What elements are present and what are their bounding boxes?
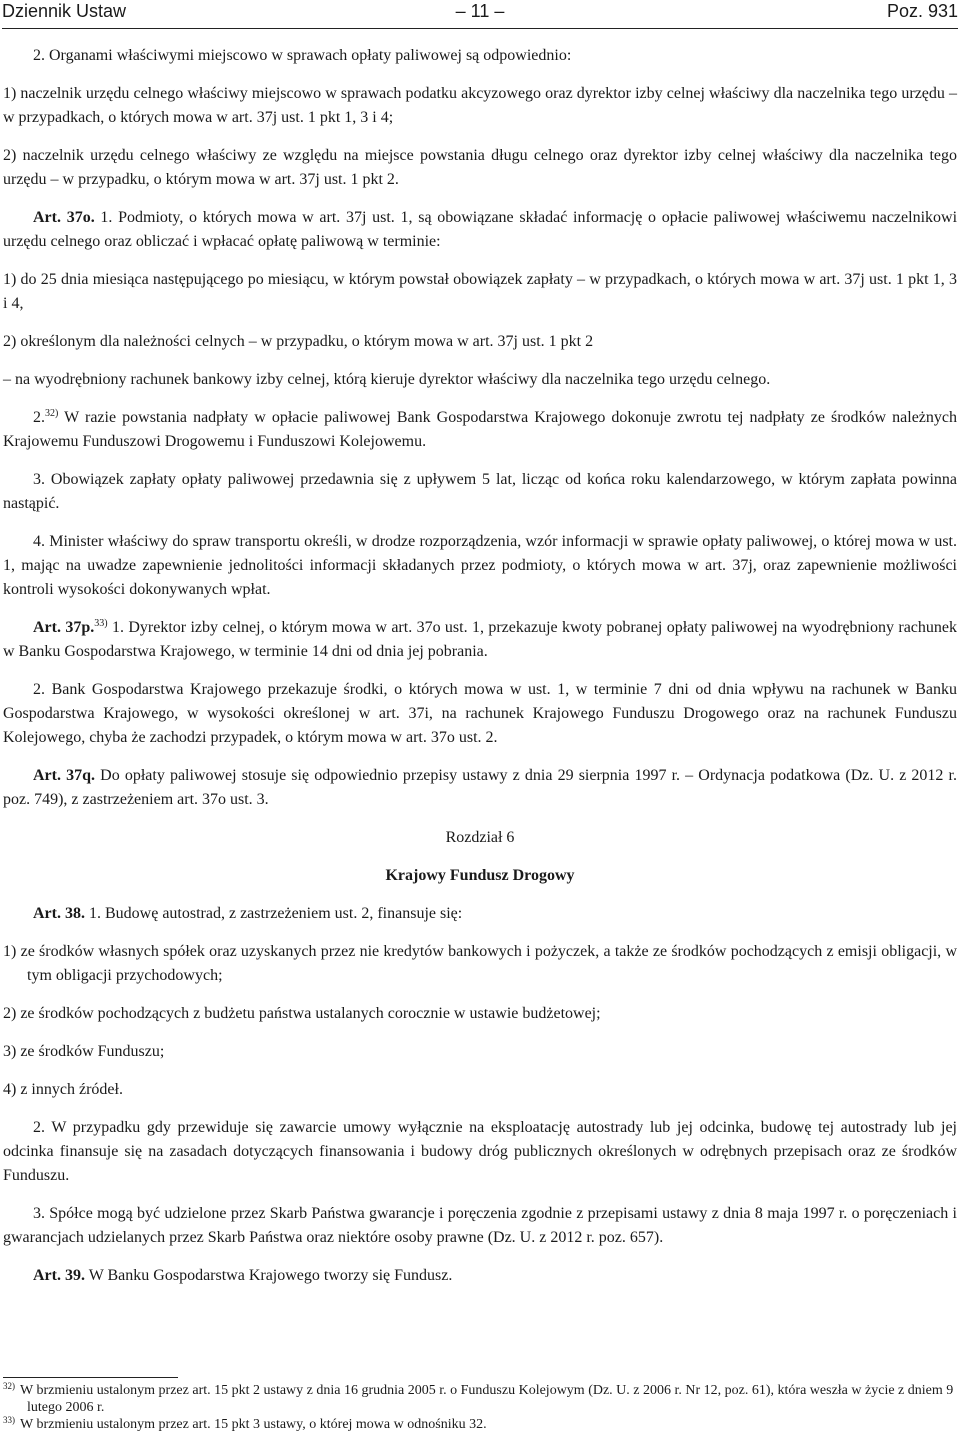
list-item: 1) do 25 dnia miesiąca następującego po miesiącu, w którym powstał obowiązek zapłaty – w przypadkach, o których mowa w art. 37j ust. 1 pkt 1, 3 i 4, <box>3 271 957 312</box>
footnote-rule <box>3 1377 178 1378</box>
article-label: Art. 37q. <box>33 767 96 784</box>
footnotes <box>3 1377 957 1433</box>
document-body <box>3 44 957 1302</box>
article-37p <box>3 616 957 664</box>
page-header <box>2 0 958 28</box>
footnote-text: W brzmieniu ustalonym przez art. 15 pkt 2 ustawy z dnia 16 grudnia 2005 r. o Funduszu Kolejowym (Dz. U. z 2006 r. Nr 12, poz. 61), która weszła w życie z dniem 9 lutego 2006 r. <box>20 1383 954 1415</box>
article-text: 1. Dyrektor izby celnej, o którym mowa w art. 37o ust. 1, przekazuje kwoty pobranej opłaty paliwowej na wyodrębniony rachunek w Banku Gospodarstwa Krajowego, w terminie 14 dni od dnia jej pobrania. <box>3 619 958 660</box>
footnote <box>3 1382 957 1416</box>
paragraph-number: 2. <box>33 409 45 426</box>
list-item: 2) ze środków pochodzących z budżetu państwa ustalanych corocznie w ustawie budżetowej; <box>3 1005 601 1022</box>
paragraph: 2. Bank Gospodarstwa Krajowego przekazuje środki, o których mowa w ust. 1, w terminie 7 dni od dnia wpływu na rachunek w Banku Gospodarstwa Krajowego, w wysokości określonej w art. 37i, na rachunek Krajowego Funduszu Drogowego oraz na rachunek Funduszu Kolejowego, chyba że zachodzi przypadek, o którym mowa w art. 37o ust. 2. <box>3 681 957 746</box>
list-item: 2) naczelnik urzędu celnego właściwy ze względu na miejsce powstania długu celnego oraz dyrektor izby celnej właściwy dla naczelnika tego urzędu – w przypadku, o którym mowa w art. 37j ust. 1 pkt 2. <box>3 147 957 188</box>
paragraph: – na wyodrębniony rachunek bankowy izby celnej, którą kieruje dyrektor właściwy dla naczelnika tego urzędu celnego. <box>3 371 771 388</box>
list-item: 1) naczelnik urzędu celnego właściwy miejscowo w sprawach podatku akcyzowego oraz dyrektor izby celnej właściwy dla naczelnika tego urzędu – w przypadkach, o których mowa w art. 37j ust. 1 pkt 1, 3 i 4; <box>3 85 957 126</box>
list-item: 3) ze środków Funduszu; <box>3 1043 165 1060</box>
chapter-heading: Rozdział 6 <box>445 829 515 846</box>
paragraph <box>3 406 957 454</box>
paragraph: 3. Spółce mogą być udzielone przez Skarb Państwa gwarancje i poręczenia zgodnie z przepisami ustawy z dnia 8 maja 1997 r. o poręczeniach i gwarancjach udzielanych przez Skarb Państwa oraz niektóre osoby prawne (Dz. U. z 2012 r. poz. 657). <box>3 1205 957 1246</box>
article-label: Art. 37o. <box>33 209 95 226</box>
list-item: 1) ze środków własnych spółek oraz uzyskanych przez nie kredytów bankowych i pożyczek, a także ze środków pochodzących z emisji obligacji, w tym obligacji przychodowych; <box>3 943 957 984</box>
article-37q <box>3 764 957 812</box>
footnote-ref: 33) <box>94 618 108 629</box>
paragraph: 2. Organami właściwymi miejscowo w sprawach opłaty paliwowej są odpowiednio: <box>33 47 572 64</box>
footnote-number: 33) <box>3 1415 15 1425</box>
position-number: Poz. 931 <box>886 1 958 21</box>
paragraph: 4. Minister właściwy do spraw transportu określi, w drodze rozporządzenia, wzór informacji w sprawie opłaty paliwowej, o której mowa w ust. 1, mając na uwadze zapewnienie jednolitości informacji składanych przez podmioty, o których mowa w art. 37j, oraz zapewnienie możliwości kontroli wysokości dokonywanych wpłat. <box>3 533 957 598</box>
list-item: 4) z innych źródeł. <box>3 1081 123 1098</box>
article-label: Art. 39. <box>33 1267 85 1284</box>
footnote-text: W brzmieniu ustalonym przez art. 15 pkt 3 ustawy, o której mowa w odnośniku 32. <box>20 1417 487 1432</box>
footnote-ref: 32) <box>45 408 59 419</box>
article-text: Do opłaty paliwowej stosuje się odpowiednio przepisy ustawy z dnia 29 sierpnia 1997 r. – Ordynacja podatkowa (Dz. U. z 2012 r. poz. 749), z zastrzeżeniem art. 37o ust. 3. <box>3 767 957 808</box>
footnote <box>3 1416 957 1433</box>
list-item: 2) określonym dla należności celnych – w przypadku, o którym mowa w art. 37j ust. 1 pkt 2 <box>3 333 594 350</box>
paragraph: 3. Obowiązek zapłaty opłaty paliwowej przedawnia się z upływem 5 lat, licząc od końca roku kalendarzowego, w którym zapłata powinna nastąpić. <box>3 471 957 512</box>
article-text: 1. Podmioty, o których mowa w art. 37j ust. 1, są obowiązane składać informację o opłacie paliwowej właściwemu naczelnikowi urzędu celnego oraz obliczać i wpłacać opłatę paliwową w terminie: <box>3 209 958 250</box>
footnote-number: 32) <box>3 1381 15 1391</box>
article-text: W Banku Gospodarstwa Krajowego tworzy się Fundusz. <box>84 1267 453 1284</box>
article-38 <box>3 902 957 926</box>
page-number: – 11 – <box>455 1 505 21</box>
paragraph: 2. W przypadku gdy przewiduje się zawarcie umowy wyłącznie na eksploatację autostrady lub jej odcinka, budowę tej autostrady lub jej odcinka finansuje się na zasadach dotyczących finansowania i budowy dróg publicznych określonych w odrębnych przepisach oraz ze środków Funduszu. <box>3 1119 957 1184</box>
article-37o <box>3 206 957 254</box>
journal-title: Dziennik Ustaw <box>2 1 127 21</box>
article-label: Art. 37p. <box>33 619 95 636</box>
header-rule <box>2 28 958 29</box>
article-label: Art. 38. <box>33 905 85 922</box>
chapter-title: Krajowy Fundusz Drogowy <box>385 867 575 884</box>
paragraph-text: W razie powstania nadpłaty w opłacie paliwowej Bank Gospodarstwa Krajowego dokonuje zwrotu tej nadpłaty ze środków należnych Krajowemu Funduszowi Drogowemu i Funduszowi Kolejowemu. <box>3 409 957 450</box>
article-text: 1. Budowę autostrad, z zastrzeżeniem ust. 2, finansuje się: <box>84 905 463 922</box>
article-39 <box>3 1264 957 1288</box>
